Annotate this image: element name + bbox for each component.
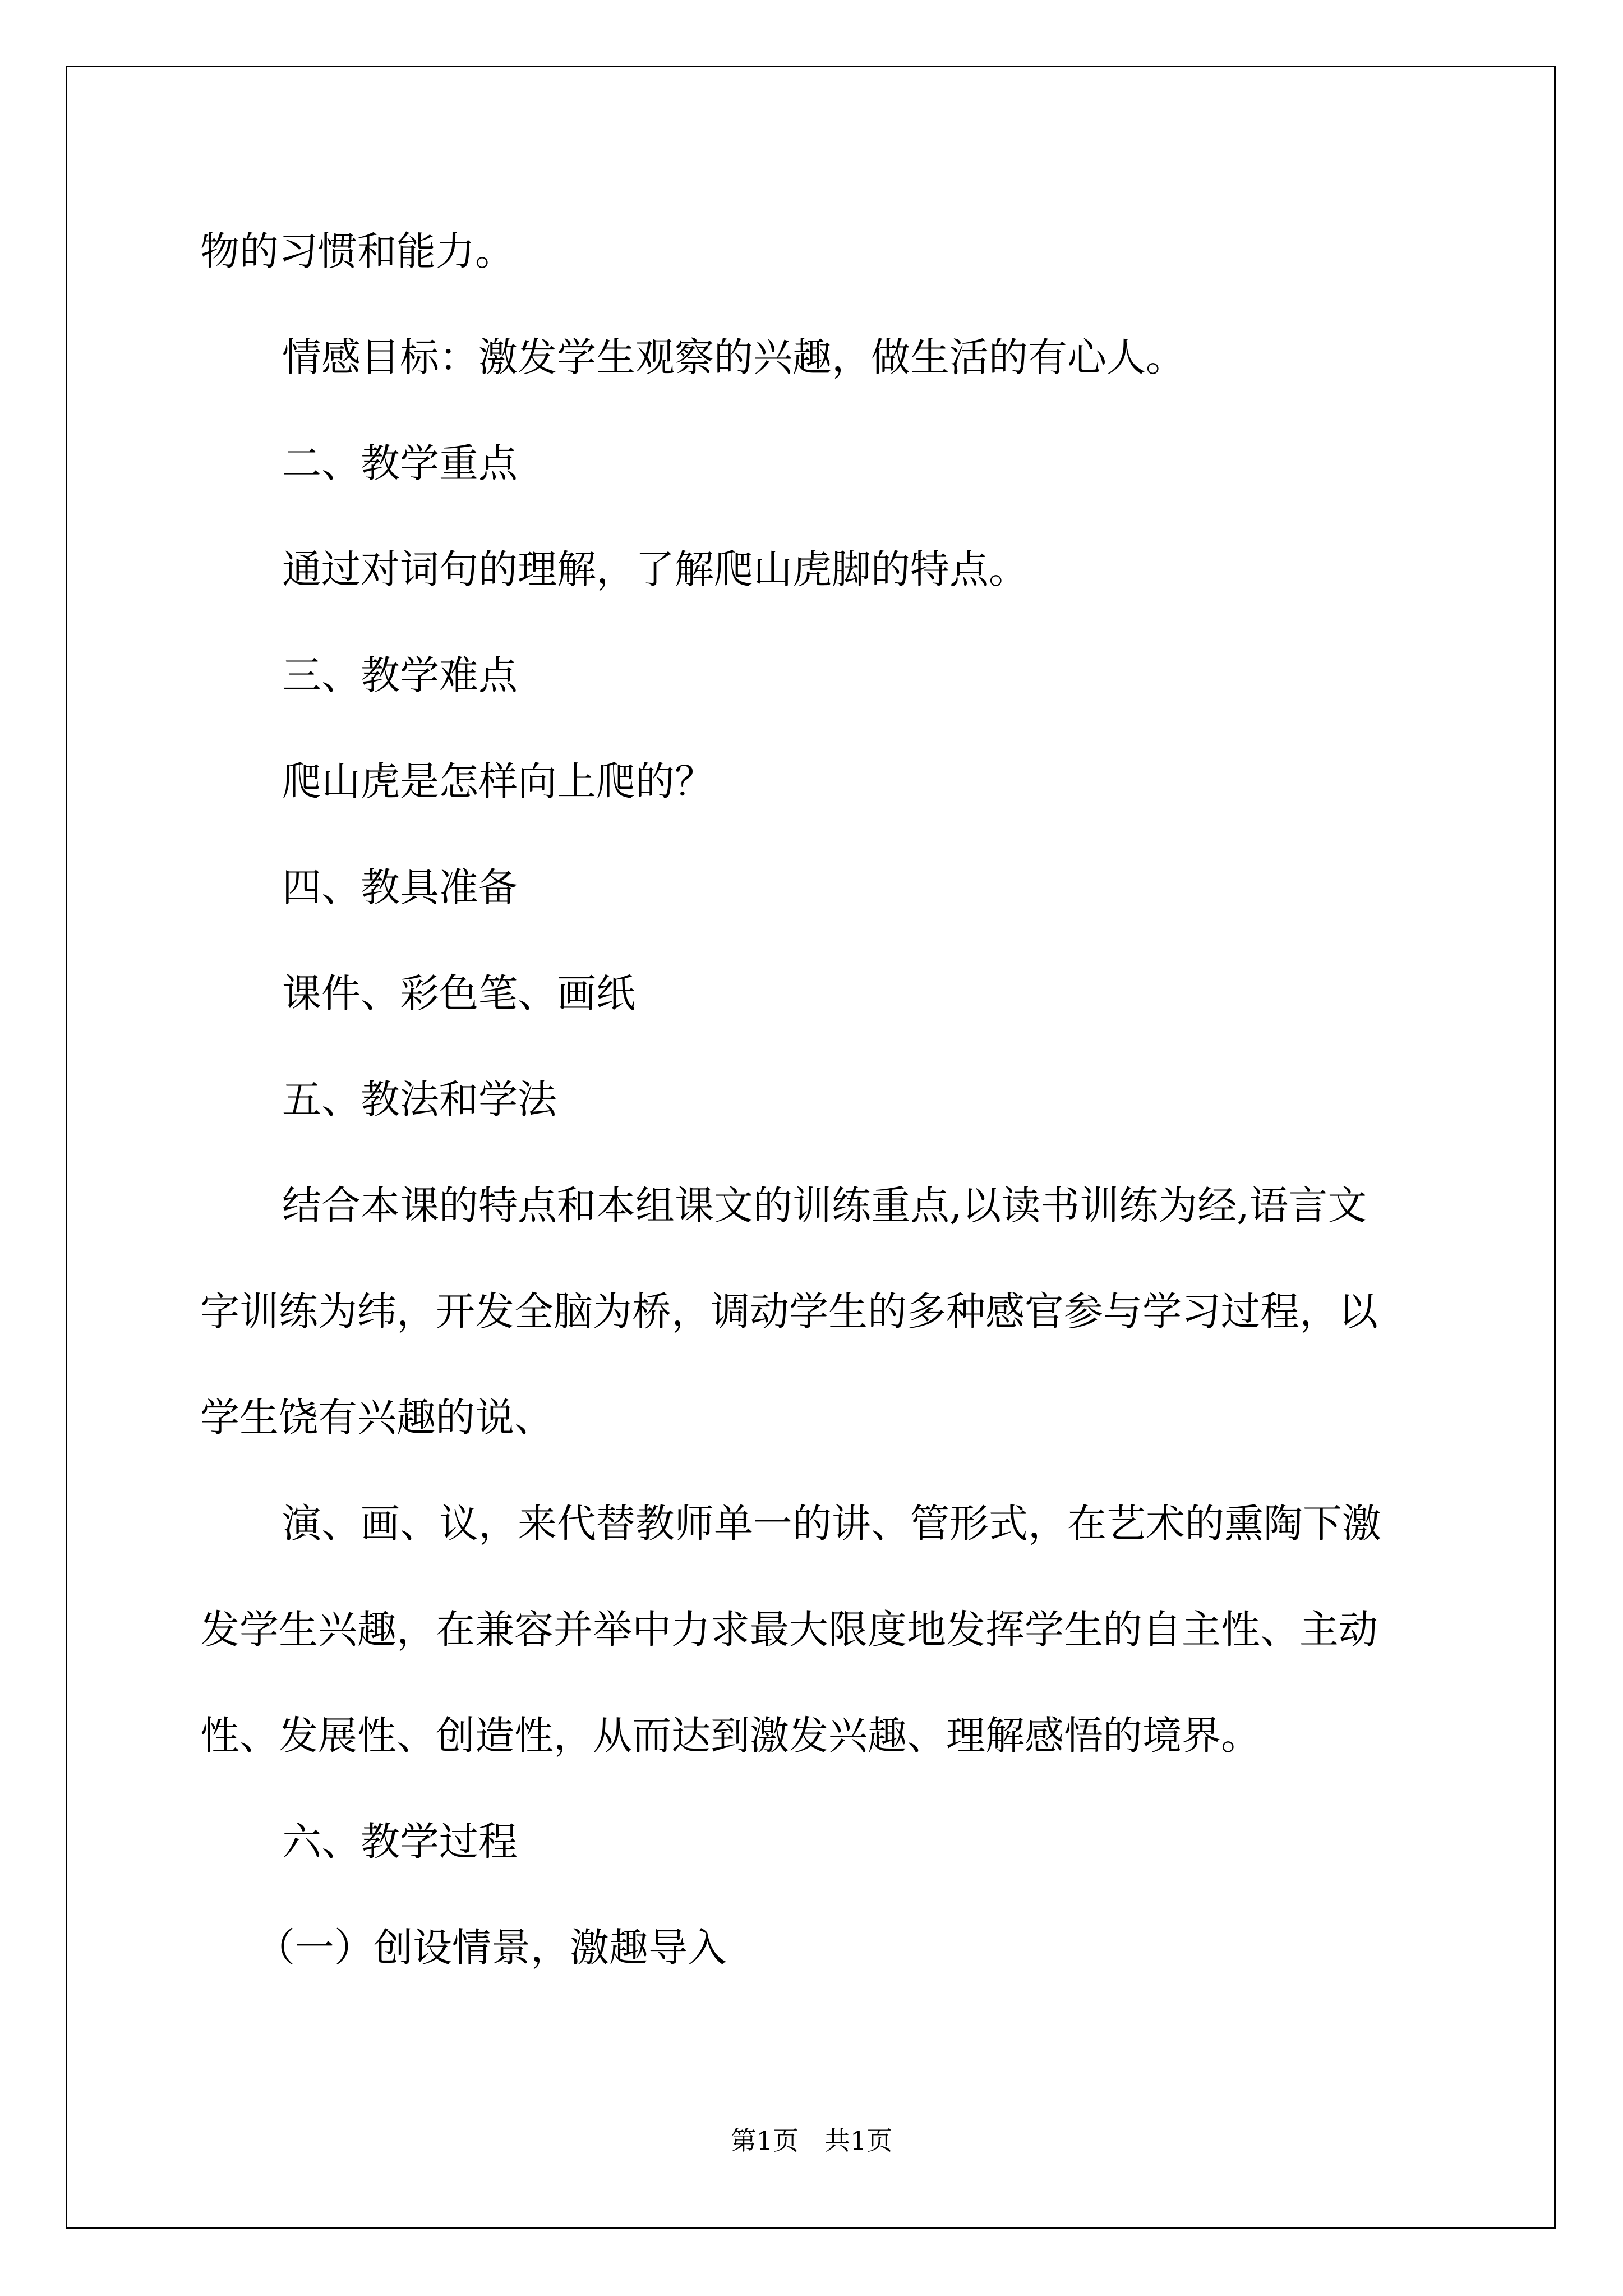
- paragraph-line: 爬山虎是怎样向上爬的？: [282, 758, 714, 804]
- paragraph-line: 发学生兴趣，在兼容并举中力求最大限度地发挥学生的自主性、主动: [200, 1607, 1378, 1653]
- page-footer: 第1页 共1页: [730, 2125, 893, 2156]
- document-body: [200, 199, 1434, 2001]
- paragraph-line: 演、画、议，来代替教师单一的讲、管形式，在艺术的熏陶下激: [282, 1501, 1381, 1547]
- paragraph-line: 学生饶有兴趣的说、: [200, 1395, 554, 1441]
- section-heading-text: 六、教学过程: [282, 1819, 518, 1865]
- paragraph-line: 性、发展性、创造性，从而达到激发兴趣、理解感悟的境界。: [200, 1713, 1260, 1759]
- section-heading: [200, 623, 1434, 729]
- paragraph-line: 课件、彩色笔、画纸: [282, 970, 635, 1016]
- paragraph: [200, 305, 1434, 411]
- paragraph: [200, 1471, 1434, 1789]
- paragraph: [200, 517, 1434, 623]
- paragraph-line: 结合本课的特点和本组课文的训练重点,以读书训练为经,语言文: [282, 1182, 1367, 1228]
- paragraph-line: 情感目标：激发学生观察的兴趣，做生活的有心人。: [282, 334, 1185, 380]
- paragraph: [200, 199, 1434, 305]
- paragraph: [200, 941, 1434, 1047]
- section-heading-text: 二、教学重点: [282, 440, 518, 486]
- paragraph: [200, 729, 1434, 835]
- section-heading: [200, 1789, 1434, 1895]
- paragraph-line: 物的习惯和能力。: [200, 228, 514, 274]
- section-heading: [200, 835, 1434, 941]
- subsection-heading: [200, 1895, 1434, 2001]
- paragraph: [200, 1153, 1434, 1471]
- paragraph-line: 通过对词句的理解，了解爬山虎脚的特点。: [282, 546, 1028, 592]
- subsection-heading-text: （一）创设情景，激趣导入: [256, 1925, 727, 1971]
- section-heading-text: 三、教学难点: [282, 652, 518, 698]
- section-heading-text: 四、教具准备: [282, 864, 518, 910]
- section-heading-text: 五、教法和学法: [282, 1076, 557, 1122]
- section-heading: [200, 1047, 1434, 1153]
- paragraph-line: 字训练为纬，开发全脑为桥，调动学生的多种感官参与学习过程，以: [200, 1289, 1378, 1335]
- section-heading: [200, 411, 1434, 517]
